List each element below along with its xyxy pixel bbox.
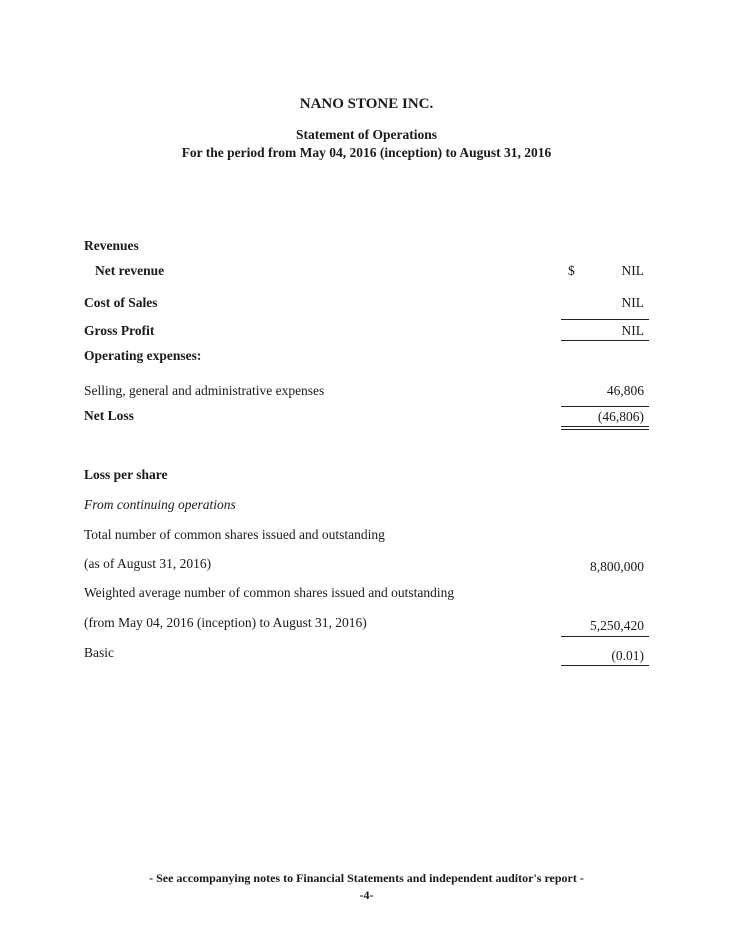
page-number: -4- — [359, 888, 374, 902]
underline-rule — [561, 340, 649, 341]
underline-rule — [561, 636, 649, 637]
gross-profit-value: NIL — [621, 323, 644, 338]
underline-rule — [561, 319, 649, 320]
loss-per-share-heading: Loss per share — [84, 467, 168, 482]
weighted-shares-label: Weighted average number of common shares issued and outstanding — [84, 585, 455, 600]
total-shares-value: 8,800,000 — [590, 559, 644, 574]
basic-label: Basic — [84, 645, 114, 660]
basic-value: (0.01) — [611, 648, 644, 663]
net-loss-value: (46,806) — [597, 409, 644, 424]
cost-of-sales-value: NIL — [621, 295, 644, 310]
underline-rule — [561, 406, 649, 407]
statement-title: Statement of Operations — [296, 127, 437, 142]
cost-of-sales-label: Cost of Sales — [84, 295, 158, 310]
company-name: NANO STONE INC. — [299, 96, 434, 112]
net-loss-label: Net Loss — [84, 408, 134, 423]
currency-symbol: $ — [568, 263, 575, 278]
footer-note: - See accompanying notes to Financial Statements and independent auditor's report - — [149, 871, 584, 885]
weighted-shares-value: 5,250,420 — [590, 618, 644, 633]
total-shares-label: Total number of common shares issued and outstanding — [84, 527, 385, 542]
gross-profit-label: Gross Profit — [84, 323, 155, 338]
sga-label: Selling, general and administrative expenses — [84, 383, 325, 398]
operating-expenses-heading: Operating expenses: — [84, 348, 202, 363]
continuing-operations-subheading: From continuing operations — [84, 497, 236, 512]
net-revenue-label: Net revenue — [95, 263, 165, 278]
underline-rule — [561, 665, 649, 666]
double-underline-rule — [561, 426, 649, 427]
sga-value: 46,806 — [606, 383, 644, 398]
revenues-heading: Revenues — [84, 238, 139, 253]
total-shares-date-label: (as of August 31, 2016) — [84, 556, 212, 571]
double-underline-rule — [561, 429, 649, 430]
statement-period: For the period from May 04, 2016 (inception) to August 31, 2016 — [181, 145, 552, 160]
weighted-shares-period-label: (from May 04, 2016 (inception) to August 31, 2016) — [84, 615, 367, 630]
net-revenue-value: NIL — [621, 263, 644, 278]
